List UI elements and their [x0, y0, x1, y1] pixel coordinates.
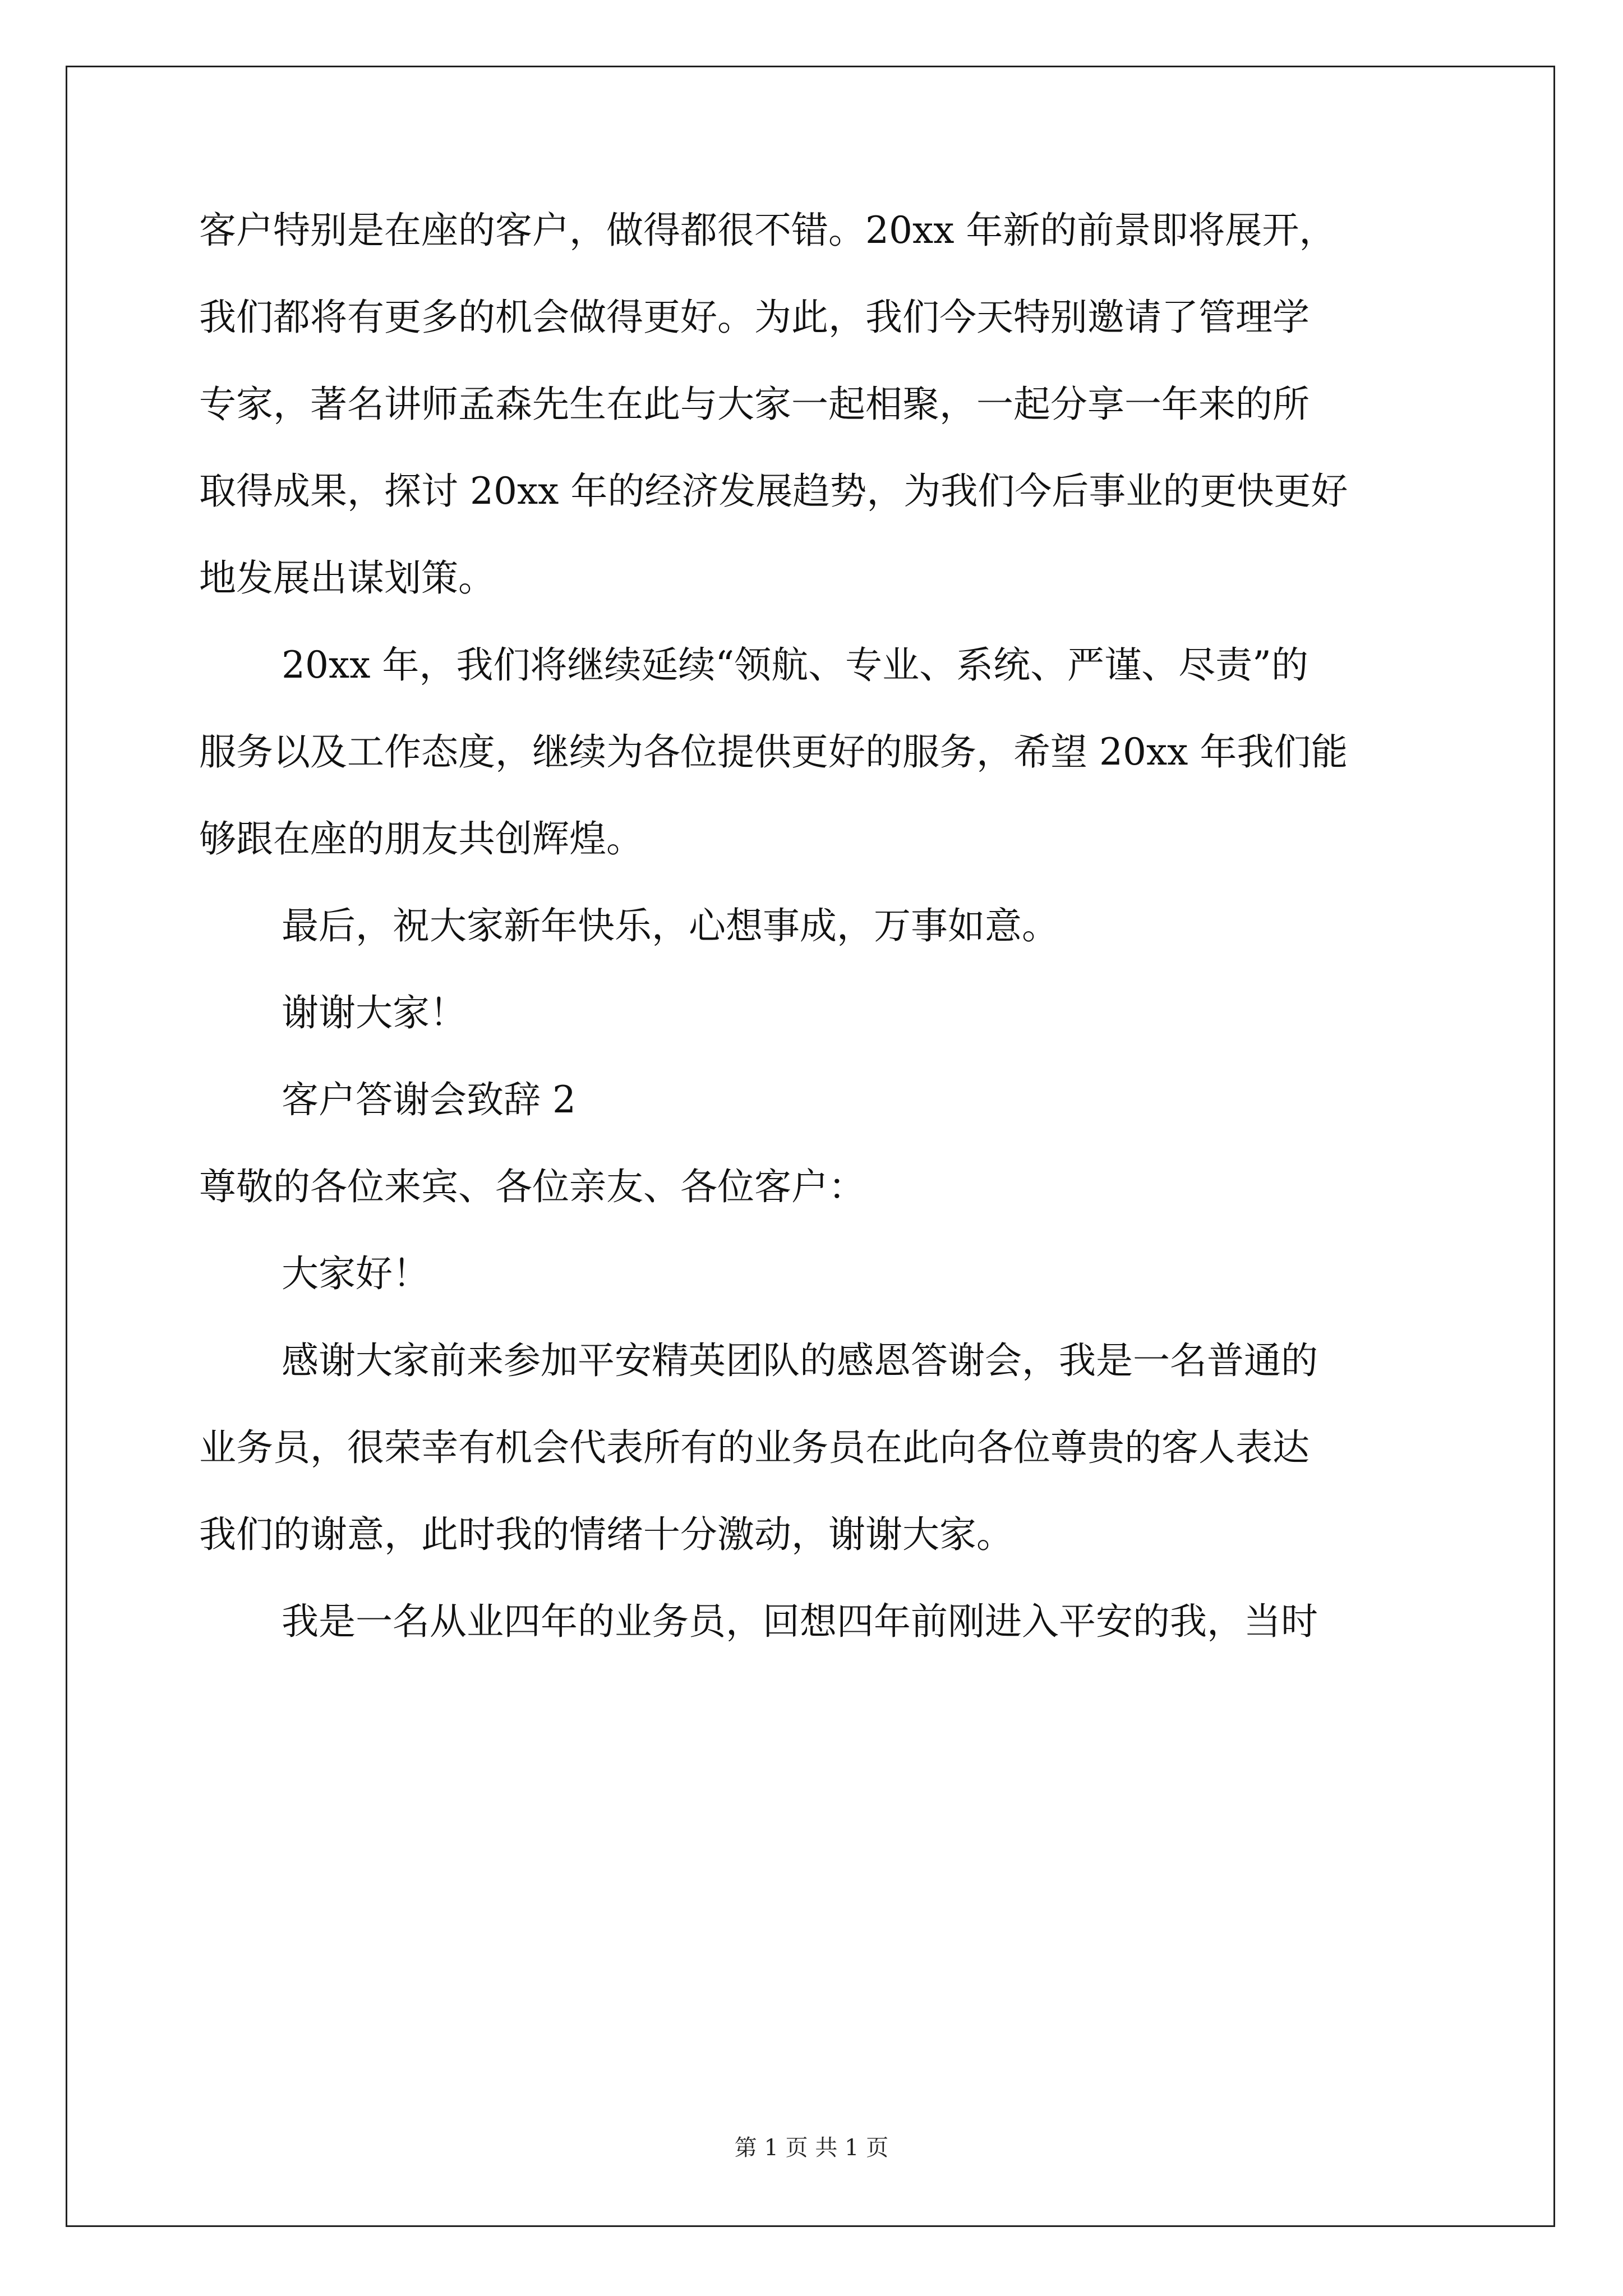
text-line: 服务以及工作态度，继续为各位提供更好的服务，希望 20xx 年我们能: [199, 730, 1348, 774]
page-footer: 第 1 页 共 1 页: [734, 2135, 889, 2161]
salutation: 尊敬的各位来宾、各位亲友、各位客户：: [199, 1165, 865, 1208]
greeting: 大家好！: [282, 1252, 430, 1295]
paragraph-first-line: 我是一名从业四年的业务员，回想四年前刚进入平安的我，当时: [282, 1600, 1318, 1643]
text-line: 业务员，很荣幸有机会代表所有的业务员在此向各位尊贵的客人表达: [199, 1426, 1310, 1469]
text-line: 够跟在座的朋友共创辉煌。: [199, 817, 643, 861]
text-line: 我们的谢意，此时我的情绪十分激动，谢谢大家。: [199, 1513, 1013, 1556]
section-title: 客户答谢会致辞 2: [282, 1078, 576, 1121]
text-line: 客户特别是在座的客户，做得都很不错。20xx 年新的前景即将展开，: [199, 209, 1336, 252]
paragraph-first-line: 最后，祝大家新年快乐，心想事成，万事如意。: [282, 904, 1059, 947]
paragraph-first-line: 20xx 年，我们将继续延续“领航、专业、系统、严谨、尽责”的: [282, 643, 1308, 687]
paragraph-first-line: 感谢大家前来参加平安精英团队的感恩答谢会，我是一名普通的: [282, 1339, 1318, 1382]
text-line: 取得成果，探讨 20xx 年的经济发展趋势，为我们今后事业的更快更好: [199, 470, 1348, 513]
text-line: 专家，著名讲师孟森先生在此与大家一起相聚，一起分享一年来的所: [199, 383, 1310, 426]
text-line: 地发展出谋划策。: [199, 556, 495, 600]
text-line: 我们都将有更多的机会做得更好。为此，我们今天特别邀请了管理学: [199, 296, 1310, 339]
paragraph-first-line: 谢谢大家！: [282, 991, 467, 1034]
